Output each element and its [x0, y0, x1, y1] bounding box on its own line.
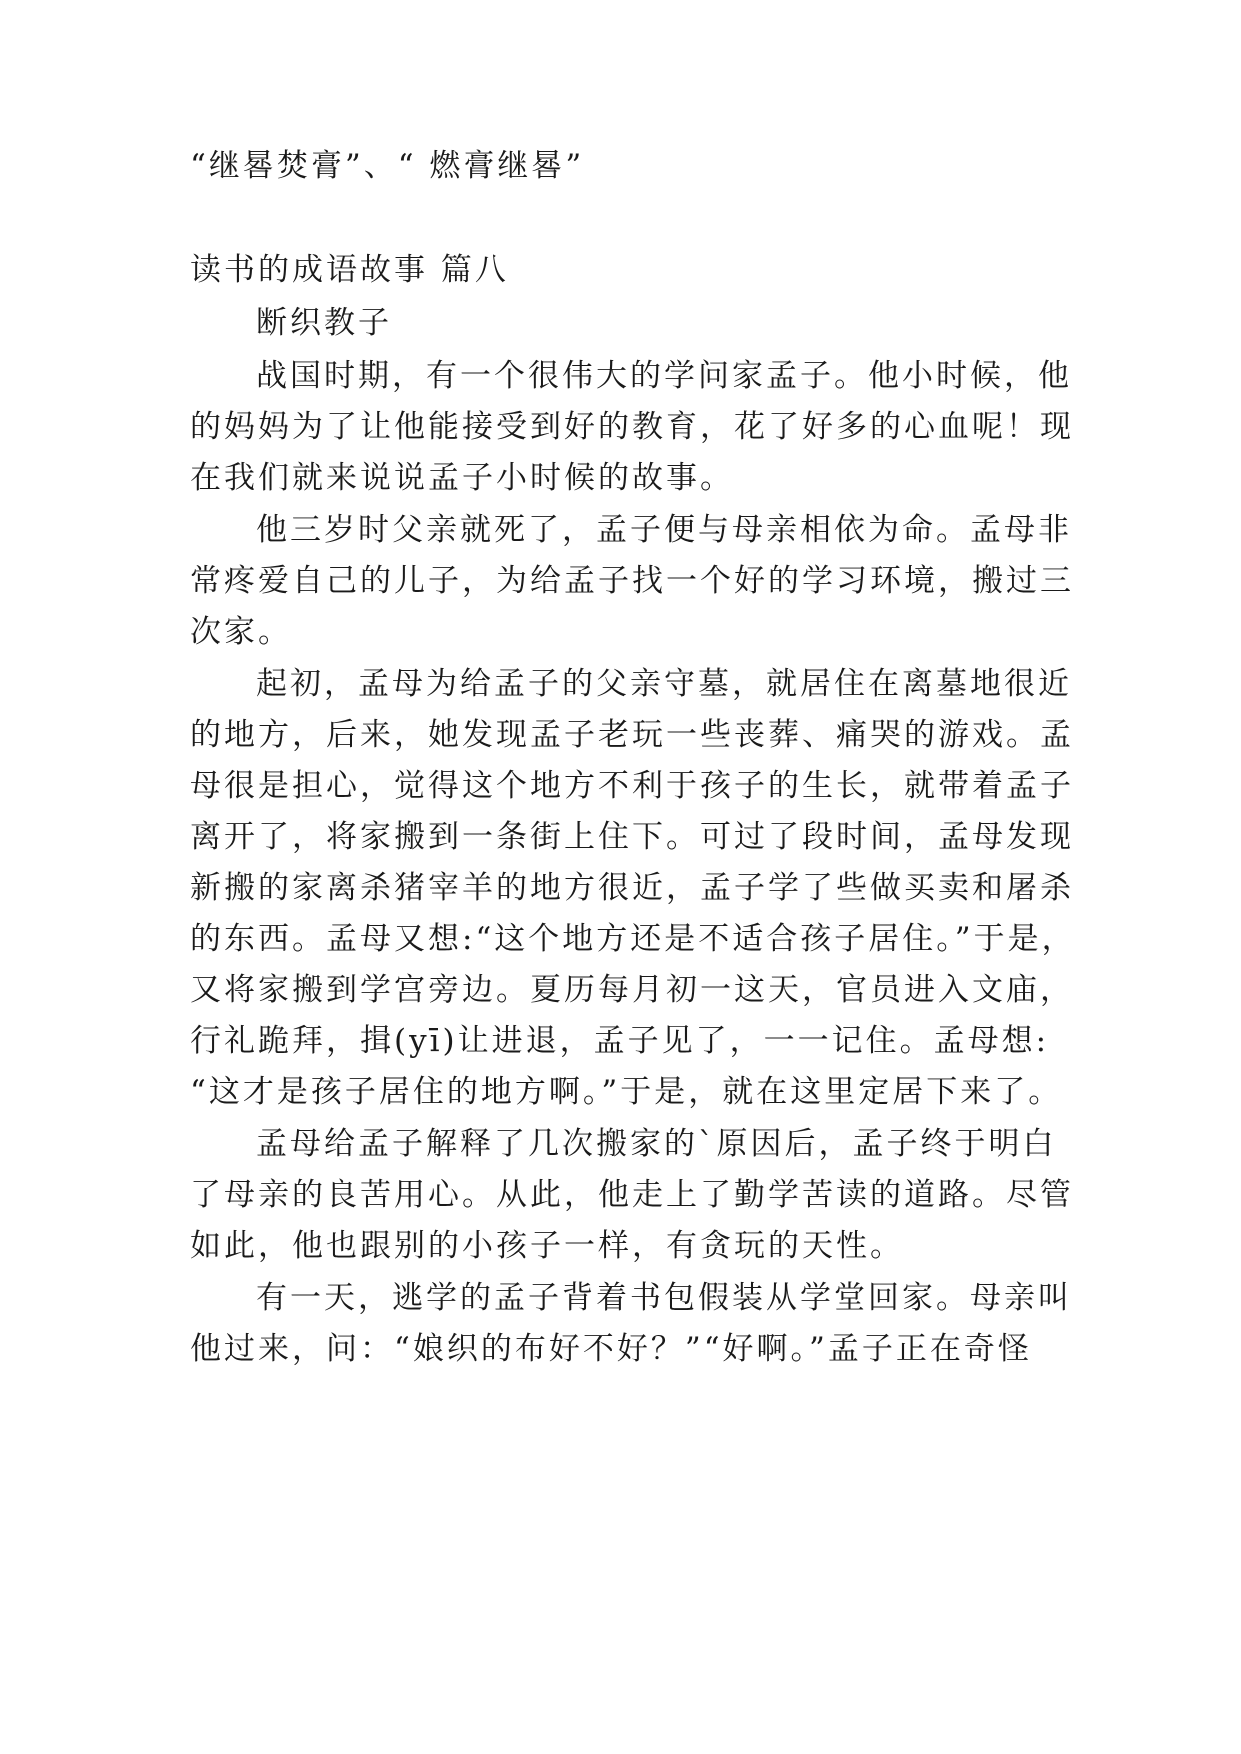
section-heading: 读书的成语故事 篇八	[190, 252, 509, 288]
paragraph-1-line-3: 在我们就来说说孟子小时候的故事。	[190, 460, 734, 496]
paragraph-1-line-2: 的妈妈为了让他能接受到好的教育，花了好多的心血呢！现	[190, 409, 1074, 445]
paragraph-1-line-1: 战国时期，有一个很伟大的学问家孟子。他小时候，他	[256, 358, 1072, 394]
paragraph-3-line-8: 行礼跪拜，揖(yī)让进退，孟子见了，一一记住。孟母想:	[190, 1023, 1050, 1059]
paragraph-3-line-3: 母很是担心，觉得这个地方不利于孩子的生长，就带着孟子	[190, 768, 1074, 804]
paragraph-3-line-2: 的地方，后来，她发现孟子老玩一些丧葬、痛哭的游戏。孟	[190, 717, 1074, 753]
paragraph-2-line-2: 常疼爱自己的儿子，为给孟子找一个好的学习环境，搬过三	[190, 563, 1074, 599]
paragraph-4-line-1: 孟母给孟子解释了几次搬家的`原因后，孟子终于明白	[256, 1126, 1057, 1162]
paragraph-3-line-6: 的东西。孟母又想:“这个地方还是不适合孩子居住。”于是，	[190, 921, 1076, 957]
paragraph-4-line-2: 了母亲的良苦用心。从此，他走上了勤学苦读的道路。尽管	[190, 1177, 1074, 1213]
paragraph-3-line-7: 又将家搬到学宫旁边。夏历每月初一这天，官员进入文庙，	[190, 972, 1074, 1008]
story-title: 断织教子	[256, 305, 392, 341]
paragraph-2-line-3: 次家。	[190, 614, 292, 650]
paragraph-3-line-9: “这才是孩子居住的地方啊。”于是，就在这里定居下来了。	[190, 1074, 1063, 1110]
paragraph-3-line-4: 离开了，将家搬到一条街上住下。可过了段时间，孟母发现	[190, 819, 1074, 855]
paragraph-5-line-1: 有一天，逃学的孟子背着书包假装从学堂回家。母亲叫	[256, 1280, 1072, 1316]
paragraph-5-line-2: 他过来，问：“娘织的布好不好？”“好啊。”孟子正在奇怪	[190, 1331, 1032, 1367]
paragraph-4-line-3: 如此，他也跟别的小孩子一样，有贪玩的天性。	[190, 1228, 904, 1264]
paragraph-3-line-1: 起初，孟母为给孟子的父亲守墓，就居住在离墓地很近	[256, 666, 1072, 702]
paragraph-2-line-1: 他三岁时父亲就死了，孟子便与母亲相依为命。孟母非	[256, 512, 1072, 548]
paragraph-3-line-5: 新搬的家离杀猪宰羊的地方很近，孟子学了些做买卖和屠杀	[190, 870, 1074, 906]
quote-header-line: “继晷焚膏”、“ 燃膏继晷”	[190, 148, 585, 184]
